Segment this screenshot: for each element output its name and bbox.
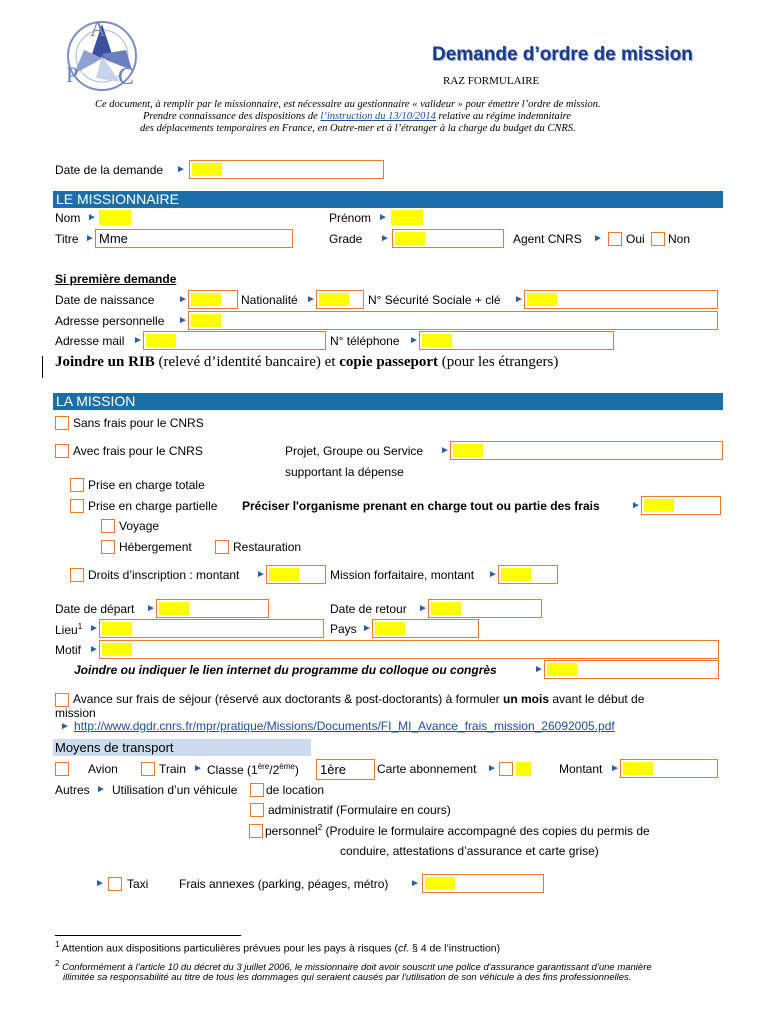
avance-text-end: avant le début de bbox=[549, 692, 645, 706]
play-arrow-icon: ► bbox=[534, 664, 544, 675]
totale-label: Prise en charge totale bbox=[88, 478, 205, 492]
footnote-1 bbox=[55, 940, 500, 955]
play-arrow-icon: ► bbox=[256, 569, 266, 580]
mail-field[interactable] bbox=[143, 331, 326, 350]
passeport-bold: copie passeport bbox=[339, 354, 438, 370]
play-arrow-icon: ► bbox=[193, 763, 203, 774]
oui-label: Oui bbox=[626, 232, 645, 246]
adresse-field[interactable] bbox=[188, 311, 718, 330]
classe-ere: ère bbox=[257, 762, 270, 771]
retour-field[interactable] bbox=[428, 599, 542, 618]
train-checkbox[interactable] bbox=[141, 762, 155, 776]
voyage-label: Voyage bbox=[119, 519, 160, 533]
agent-cnrs-label: Agent CNRS bbox=[513, 232, 582, 246]
autres-label: Autres bbox=[55, 783, 90, 797]
taxi-label: Taxi bbox=[127, 877, 149, 891]
programme-label: Joindre ou indiquer le lien internet du programme du colloque ou congrès bbox=[74, 663, 497, 677]
classe-slash: /2 bbox=[269, 763, 280, 777]
transport-title: Moyens de transport bbox=[55, 740, 174, 755]
tel-label: N° téléphone bbox=[330, 334, 400, 348]
abonnement-highlight bbox=[516, 762, 531, 776]
play-arrow-icon: ► bbox=[440, 445, 450, 456]
raz-button[interactable]: RAZ FORMULAIRE bbox=[443, 75, 540, 87]
titre-field[interactable] bbox=[95, 229, 293, 248]
apc-logo-icon bbox=[60, 12, 144, 96]
date-demande-field[interactable] bbox=[189, 160, 384, 179]
play-arrow-icon: ► bbox=[89, 644, 99, 655]
organisme-field[interactable] bbox=[641, 496, 721, 515]
play-arrow-icon: ► bbox=[378, 212, 388, 223]
play-arrow-icon: ► bbox=[488, 569, 498, 580]
grade-label: Grade bbox=[329, 232, 363, 246]
titre-value: Mme bbox=[99, 231, 128, 246]
droits-label: Droits d’inscription : montant bbox=[88, 568, 240, 582]
section-missionnaire bbox=[53, 191, 723, 208]
classe-label bbox=[207, 762, 299, 777]
train-label: Train bbox=[159, 762, 186, 776]
abonnement-checkbox[interactable] bbox=[499, 762, 513, 776]
programme-field[interactable] bbox=[544, 660, 719, 679]
play-arrow-icon: ► bbox=[96, 784, 106, 795]
grade-field[interactable] bbox=[392, 229, 504, 248]
section-title: LA MISSION bbox=[56, 393, 136, 409]
play-arrow-icon: ► bbox=[631, 500, 641, 511]
avance-line-2: mission bbox=[55, 706, 96, 720]
location-label: de location bbox=[266, 783, 325, 797]
hebergement-label: Hébergement bbox=[119, 540, 192, 554]
play-arrow-icon: ► bbox=[487, 763, 497, 774]
play-arrow-icon: ► bbox=[410, 878, 420, 889]
play-arrow-icon: ► bbox=[306, 294, 316, 305]
administratif-label: administratif (Formulaire en cours) bbox=[268, 803, 451, 817]
prenom-label: Prénom bbox=[329, 211, 372, 225]
date-demande-label: Date de la demande bbox=[55, 163, 164, 177]
partielle-label: Prise en charge partielle bbox=[88, 499, 218, 513]
rib-bold: Joindre un RIB bbox=[55, 354, 155, 370]
logo-letter-c: C bbox=[118, 64, 135, 90]
motif-label: Motif bbox=[55, 643, 82, 657]
vehicule-label: Utilisation d’un véhicule bbox=[112, 783, 238, 797]
intro-line-1: Ce document, à remplir par le missionnaire, est nécessaire au gestionnaire « valideur » pour émettre l’ordre de mission. bbox=[95, 99, 601, 110]
play-arrow-icon: ► bbox=[514, 294, 524, 305]
footnote-1-text: Attention aux dispositions particulières prévues pour les pays à risques ( bbox=[61, 942, 398, 955]
depart-field[interactable] bbox=[156, 599, 269, 618]
montant-label: Montant bbox=[559, 762, 603, 776]
play-arrow-icon: ► bbox=[610, 763, 620, 774]
classe-field[interactable] bbox=[316, 759, 375, 780]
rib-text: (relevé d’identité bancaire) et bbox=[154, 354, 340, 370]
footnote-2-line-2: illimitée sa responsabilité au titre de tous les dommages qui seraient causés par l'utilisation de son véhicule à des fins professionnelles. bbox=[63, 972, 632, 983]
avance-bold: un mois bbox=[502, 692, 549, 706]
sans-frais-label: Sans frais pour le CNRS bbox=[73, 416, 204, 430]
premiere-demande-label: Si première demande bbox=[55, 272, 177, 286]
pays-field[interactable] bbox=[372, 619, 479, 638]
classe-text: Classe (1 bbox=[207, 763, 258, 777]
play-arrow-icon: ► bbox=[418, 603, 428, 614]
nom-field[interactable] bbox=[99, 210, 131, 225]
avec-frais-checkbox[interactable] bbox=[55, 444, 69, 458]
depart-label: Date de départ bbox=[55, 602, 135, 616]
naissance-field[interactable] bbox=[188, 290, 238, 309]
titre-label: Titre bbox=[55, 232, 79, 246]
forfaitaire-field[interactable] bbox=[498, 565, 558, 584]
logo-letter-p: P bbox=[66, 62, 79, 87]
classe-close: ) bbox=[294, 763, 299, 777]
avion-checkbox[interactable] bbox=[55, 762, 69, 776]
intro-text: Prendre connaissance des dispositions de bbox=[143, 111, 321, 122]
personnel-checkbox[interactable] bbox=[249, 824, 263, 838]
rib-note bbox=[55, 354, 558, 371]
hebergement-checkbox[interactable] bbox=[101, 540, 115, 554]
footnote-2-number: 2 bbox=[55, 959, 60, 968]
prenom-field[interactable] bbox=[391, 210, 423, 225]
section-title: LE MISSIONNAIRE bbox=[56, 191, 179, 207]
play-arrow-icon: ► bbox=[380, 233, 390, 244]
naissance-label: Date de naissance bbox=[55, 293, 155, 307]
avance-text: Avance sur frais de séjour (réservé aux doctorants & post-doctorants) à formuler bbox=[73, 692, 503, 706]
footnote-2-text: Conformément à l’article 10 du décret du 3 juillet 2006, le missionnaire doit avoir souscrit une police d'assurance garantissant d’une manière bbox=[62, 962, 652, 974]
page-title: Demande d’ordre de mission bbox=[432, 44, 693, 65]
taxi-checkbox[interactable] bbox=[108, 877, 122, 891]
personnel-text: personnel bbox=[265, 824, 318, 838]
secu-field[interactable] bbox=[524, 290, 718, 309]
text-cursor bbox=[42, 356, 43, 378]
play-arrow-icon: ► bbox=[409, 335, 419, 346]
play-arrow-icon: ► bbox=[176, 164, 186, 175]
droits-checkbox[interactable] bbox=[70, 568, 84, 582]
section-mission bbox=[53, 393, 723, 410]
play-arrow-icon: ► bbox=[85, 233, 95, 244]
projet-field[interactable] bbox=[450, 441, 723, 460]
restauration-checkbox[interactable] bbox=[215, 540, 229, 554]
nationalite-label: Nationalité bbox=[241, 293, 298, 307]
play-arrow-icon: ► bbox=[362, 623, 372, 634]
footnote-ref-1: 1 bbox=[77, 622, 83, 631]
non-label: Non bbox=[668, 232, 691, 246]
pays-label: Pays bbox=[330, 622, 357, 636]
personnel-note: (Produire le formulaire accompagné des copies du permis de bbox=[322, 824, 650, 838]
play-arrow-icon: ► bbox=[178, 294, 188, 305]
footnote-1-number: 1 bbox=[55, 940, 60, 949]
abonnement-label: Carte abonnement bbox=[377, 762, 477, 776]
mail-label: Adresse mail bbox=[55, 334, 125, 348]
logo-letter-a: A bbox=[90, 16, 106, 41]
partielle-checkbox[interactable] bbox=[70, 499, 84, 513]
administratif-checkbox[interactable] bbox=[250, 803, 264, 817]
instruction-link[interactable]: l’instruction du 13/10/2014 bbox=[320, 111, 436, 122]
footnote-1-cf: cf. bbox=[397, 942, 410, 955]
footnote-ref-2: 2 bbox=[317, 823, 323, 832]
totale-checkbox[interactable] bbox=[70, 478, 84, 492]
avance-link[interactable]: http://www.dgdr.cnrs.fr/mpr/pratique/Missions/Documents/FI_MI_Avance_frais_mission_26092005.pdf bbox=[74, 719, 615, 733]
personnel-note-2: conduire, attestations d’assurance et carte grise) bbox=[340, 844, 599, 858]
play-arrow-icon: ► bbox=[60, 721, 70, 732]
droits-field[interactable] bbox=[266, 565, 326, 584]
annexes-label: Frais annexes (parking, péages, métro) bbox=[179, 877, 389, 891]
play-arrow-icon: ► bbox=[133, 335, 143, 346]
sans-frais-checkbox[interactable] bbox=[55, 416, 69, 430]
avance-checkbox[interactable] bbox=[55, 693, 69, 707]
montant-field[interactable] bbox=[620, 759, 718, 778]
play-arrow-icon: ► bbox=[178, 315, 188, 326]
retour-label: Date de retour bbox=[330, 602, 407, 616]
classe-eme: ème bbox=[279, 762, 295, 771]
play-arrow-icon: ► bbox=[146, 603, 156, 614]
footnote-divider bbox=[55, 935, 241, 936]
play-arrow-icon: ► bbox=[87, 212, 97, 223]
nationalite-field[interactable] bbox=[316, 290, 364, 309]
non-checkbox[interactable] bbox=[651, 232, 665, 246]
intro-line-2 bbox=[143, 111, 571, 122]
personnel-label bbox=[265, 823, 650, 838]
lieu-text: Lieu bbox=[55, 623, 78, 637]
avion-label: Avion bbox=[88, 762, 118, 776]
rib-end: (pour les étrangers) bbox=[438, 354, 559, 370]
classe-value: 1ère bbox=[320, 762, 347, 777]
play-arrow-icon: ► bbox=[95, 878, 105, 889]
lieu-label bbox=[55, 622, 82, 637]
play-arrow-icon: ► bbox=[89, 623, 99, 634]
secu-label: N° Sécurité Sociale + clé bbox=[368, 293, 501, 307]
annexes-field[interactable] bbox=[422, 874, 544, 893]
preciser-label: Préciser l'organisme prenant en charge tout ou partie des frais bbox=[242, 499, 600, 513]
supportant-label: supportant la dépense bbox=[285, 465, 404, 479]
intro-line-3: des déplacements temporaires en France, en Outre-mer et à l’étranger à la charge du budget du CNRS. bbox=[140, 123, 576, 134]
avec-frais-label: Avec frais pour le CNRS bbox=[73, 444, 203, 458]
play-arrow-icon: ► bbox=[593, 233, 603, 244]
adresse-label: Adresse personnelle bbox=[55, 314, 165, 328]
footnote-1-end: § 4 de l’instruction) bbox=[409, 942, 501, 955]
location-checkbox[interactable] bbox=[250, 783, 264, 797]
restauration-label: Restauration bbox=[233, 540, 302, 554]
intro-text-end: relative au régime indemnitaire bbox=[435, 111, 572, 122]
oui-checkbox[interactable] bbox=[608, 232, 622, 246]
motif-field[interactable] bbox=[99, 640, 719, 659]
forfaitaire-label: Mission forfaitaire, montant bbox=[330, 568, 475, 582]
voyage-checkbox[interactable] bbox=[101, 519, 115, 533]
avance-line-1 bbox=[73, 692, 644, 706]
nom-label: Nom bbox=[55, 211, 81, 225]
transport-header bbox=[53, 739, 311, 756]
projet-label: Projet, Groupe ou Service bbox=[285, 444, 424, 458]
lieu-field[interactable] bbox=[99, 619, 324, 638]
tel-field[interactable] bbox=[419, 331, 614, 350]
